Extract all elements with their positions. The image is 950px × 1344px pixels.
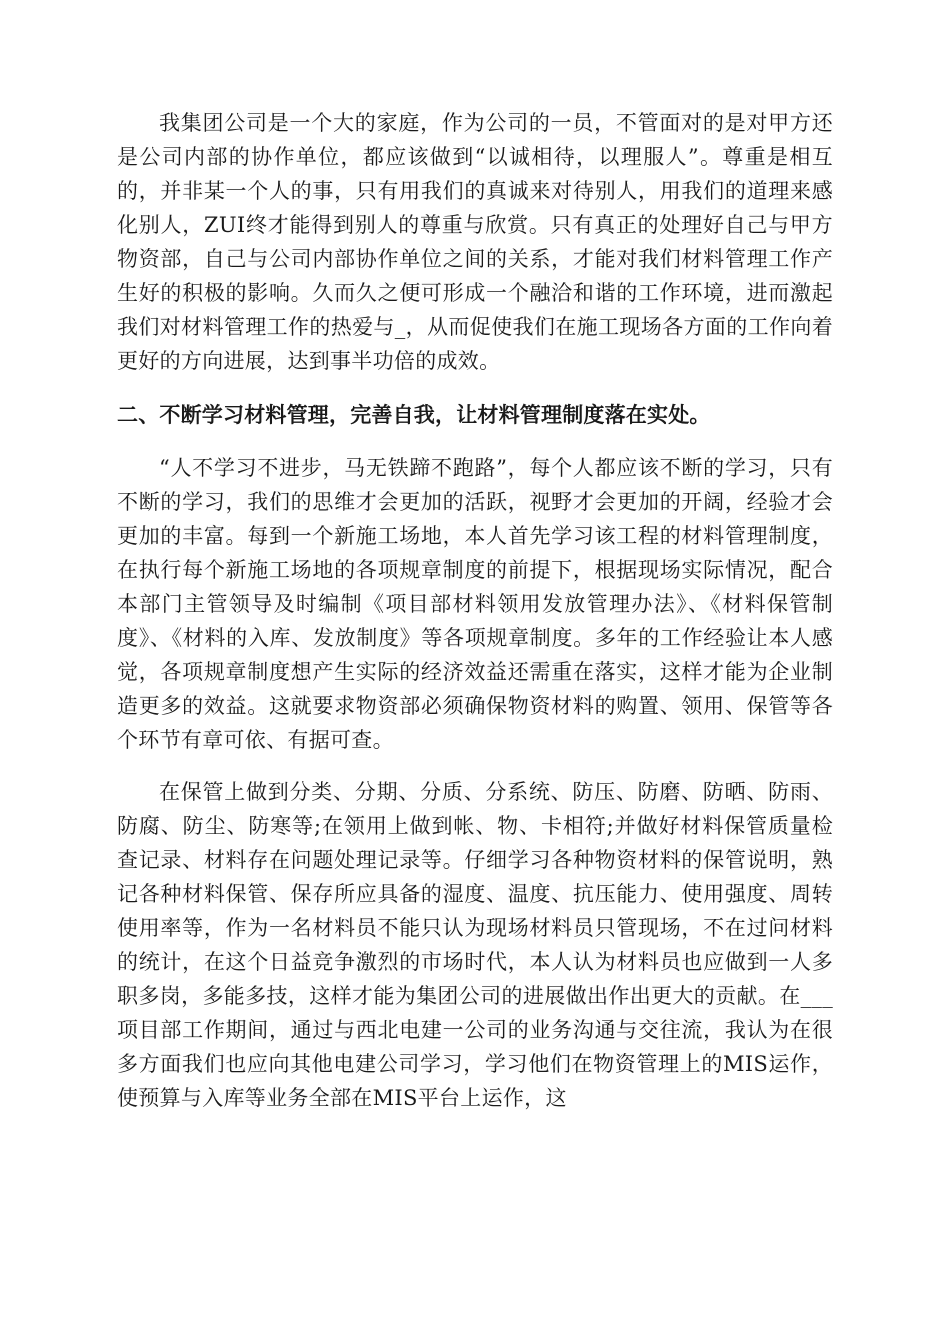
paragraph-family-respect: 我集团公司是一个大的家庭，作为公司的一员，不管面对的是对甲方还是公司内部的协作单位，都应该做到“以诚相待，以理服人”。尊重是相互的，并非某一个人的事，只有用我们的真诚来对待别人，用我们的道理来感化别人，ZUI终才能得到别人的尊重与欣赏。只有真正的处理好自己与甲方物资部，自己与公司内部协作单位之间的关系，才能对我们材料管理工作产生好的积极的影响。久而久之便可形成一个融洽和谐的工作环境，进而激起我们对材料管理工作的热爱与_，从而促使我们在施工现场各方面的工作向着更好的方向进展，达到事半功倍的成效。: [117, 111, 833, 373]
document-page: [117, 106, 833, 1115]
section-heading-two: 二、不断学习材料管理，完善自我，让材料管理制度落在实处。: [117, 403, 711, 427]
paragraph-continuous-learning: “人不学习不进步，马无铁蹄不跑路”，每个人都应该不断的学习，只有不断的学习，我们的思维才会更加的活跃，视野才会更加的开阔，经验才会更加的丰富。每到一个新施工场地，本人首先学习该工程的材料管理制度，在执行每个新施工场地的各项规章制度的前提下，根据现场实际情况，配合本部门主管领导及时编制《项目部材料领用发放管理办法》、《材料保管制度》、《材料的入库、发放制度》等各项规章制度。多年的工作经验让本人感觉，各项规章制度想产生实际的经济效益还需重在落实，这样才能为企业制造更多的效益。这就要求物资部必须确保物资材料的购置、领用、保管等各个环节有章可依、有据可查。: [117, 456, 833, 752]
paragraph-storage-practices: 在保管上做到分类、分期、分质、分系统、防压、防磨、防晒、防雨、防腐、防尘、防寒等;在领用上做到帐、物、卡相符;并做好材料保管质量检查记录、材料存在问题处理记录等。仔细学习各种物资材料的保管说明，熟记各种材料保管、保存所应具备的湿度、温度、抗压能力、使用强度、周转使用率等，作为一名材料员不能只认为现场材料员只管现场，不在过问材料的统计，在这个日益竞争激烈的市场时代，本人认为材料员也应做到一人多职多岗，多能多技，这样才能为集团公司的进展做出作出更大的贡献。在___项目部工作期间，通过与西北电建一公司的业务沟通与交往流，我认为在很多方面我们也应向其他电建公司学习，学习他们在物资管理上的MIS运作，使预算与入库等业务全部在MIS平台上运作，这: [117, 780, 833, 1110]
